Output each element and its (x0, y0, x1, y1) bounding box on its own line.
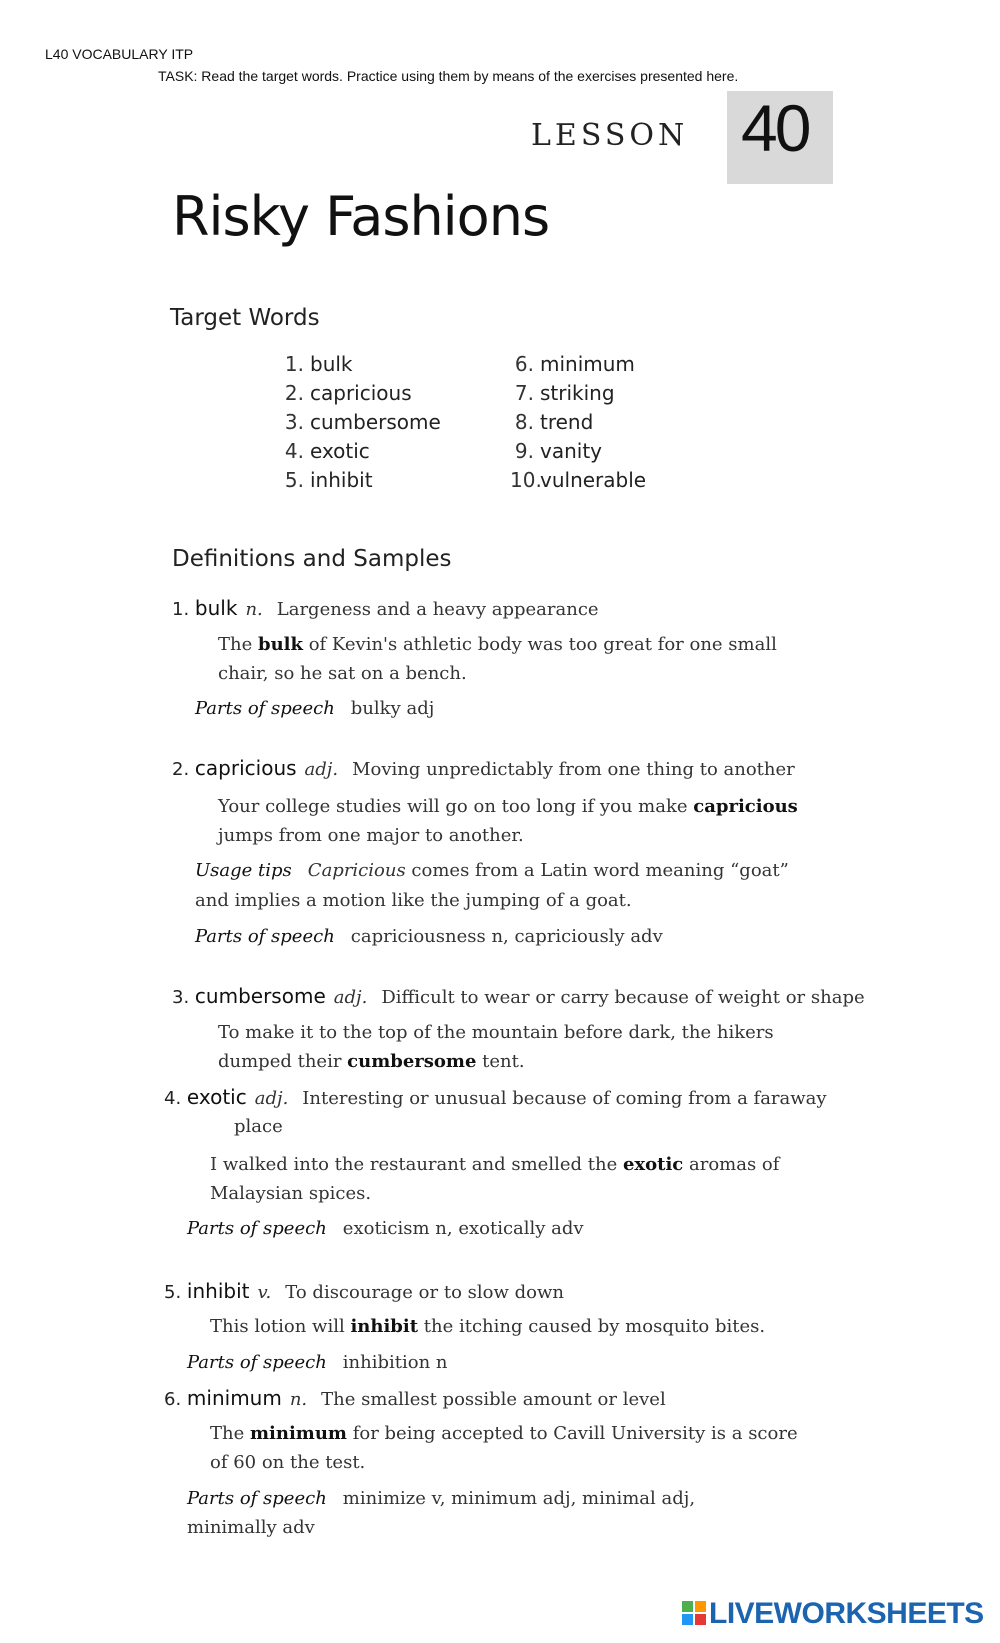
sample-sentence: The bulk of Kevin's athletic body was too great for one small chair, so he sat on a bench. (218, 634, 777, 684)
entry-definition: To discourage or to slow down (285, 1282, 564, 1303)
parts-of-speech-forms: capriciousness n, capriciously adv (350, 926, 663, 947)
definition-line (164, 1085, 827, 1109)
lesson-label: LESSON (531, 118, 689, 153)
target-word-item (510, 439, 646, 468)
parts-of-speech-forms: inhibition n (342, 1352, 448, 1373)
entry-pos: adj. (304, 759, 339, 780)
entry-pos: v. (257, 1282, 272, 1303)
target-word: vanity (540, 439, 603, 463)
target-word-item (510, 468, 646, 497)
entry-number: 6. (164, 1389, 182, 1410)
target-word-item (280, 410, 441, 439)
target-word-item (280, 381, 441, 410)
entry-definition: Largeness and a heavy appearance (276, 599, 599, 620)
parts-of-speech-label: Parts of speech (187, 1352, 327, 1373)
target-word: cumbersome (310, 410, 441, 434)
target-word: vulnerable (540, 468, 647, 492)
entry-word: inhibit (186, 1279, 250, 1303)
target-word-item (510, 352, 646, 381)
target-word: inhibit (310, 468, 373, 492)
item-number: 7. (514, 381, 534, 405)
parts-of-speech-forms: minimize v, minimum adj, minimal adj, (342, 1488, 696, 1509)
parts-of-speech-label: Parts of speech (187, 1488, 327, 1509)
entry-word: exotic (186, 1085, 247, 1109)
usage-tips-label: Usage tips (195, 860, 292, 881)
parts-of-speech (195, 922, 663, 952)
definitions-heading: Definitions and Samples (172, 546, 452, 572)
entry-pos: n. (245, 599, 263, 620)
target-words-col-2 (510, 352, 646, 497)
sample-sentence: The minimum for being accepted to Cavill University is a score of 60 on the test. (210, 1423, 798, 1473)
target-word-item (280, 439, 441, 468)
liveworksheets-icon (682, 1599, 706, 1633)
target-word: minimum (540, 352, 635, 376)
task-instruction: TASK: Read the target words. Practice using them by means of the exercises presented here. (158, 68, 739, 84)
entry-pos: adj. (333, 987, 368, 1008)
target-word: striking (540, 381, 615, 405)
item-number: 4. (284, 439, 304, 463)
page-title: Risky Fashions (172, 185, 550, 248)
entry-definition: The smallest possible amount or level (321, 1389, 666, 1410)
entry-definition: Interesting or unusual because of coming from a faraway (302, 1088, 827, 1109)
target-words-col-1 (280, 352, 441, 497)
entry-number: 5. (164, 1282, 182, 1303)
definition-line (164, 1279, 564, 1303)
target-word: trend (540, 410, 594, 434)
entry-word: cumbersome (194, 984, 326, 1008)
item-number: 5. (284, 468, 304, 492)
parts-of-speech (195, 694, 434, 724)
parts-of-speech-label: Parts of speech (195, 926, 335, 947)
entry-definition: Moving unpredictably from one thing to another (352, 759, 795, 780)
usage-tips: Usage tips Capricious comes from a Latin word meaning “goat” and implies a motion like the jumping of a goat. (195, 860, 789, 911)
liveworksheets-logo (682, 1597, 984, 1633)
item-number: 9. (514, 439, 534, 463)
logo-text: LIVEWORKSHEETS (709, 1597, 984, 1630)
parts-of-speech-forms: exoticism n, exotically adv (342, 1218, 584, 1239)
target-word-item (280, 352, 441, 381)
entry-pos: n. (289, 1389, 308, 1410)
target-word-item (510, 381, 646, 410)
sample-sentence: I walked into the restaurant and smelled the exotic aromas of Malaysian spices. (210, 1154, 780, 1204)
entry-number: 4. (164, 1088, 182, 1109)
parts-of-speech-label: Parts of speech (187, 1218, 327, 1239)
parts-of-speech (187, 1214, 584, 1244)
parts-of-speech (187, 1484, 695, 1514)
entry-pos: adj. (254, 1088, 289, 1109)
target-word: exotic (310, 439, 370, 463)
lesson-number: 40 (741, 91, 809, 165)
target-words-heading: Target Words (170, 305, 320, 331)
parts-of-speech-forms: bulky adj (350, 698, 435, 719)
parts-of-speech-label: Parts of speech (195, 698, 335, 719)
entry-definition: Difficult to wear or carry because of weight or shape (381, 987, 865, 1008)
definition-line (172, 596, 599, 620)
entry-word: bulk (194, 596, 238, 620)
parts-of-speech-continued: minimally adv (187, 1517, 315, 1538)
target-word: bulk (310, 352, 353, 376)
item-number: 3. (284, 410, 304, 434)
item-number: 8. (514, 410, 534, 434)
definition-line (172, 756, 795, 780)
target-word-item (280, 468, 441, 497)
definition-continued: place (234, 1116, 283, 1137)
entry-word: capricious (194, 756, 297, 780)
item-number: 10. (510, 468, 542, 492)
item-number: 2. (284, 381, 304, 405)
worksheet-label: L40 VOCABULARY ITP (45, 46, 194, 62)
item-number: 1. (284, 352, 304, 376)
target-word-item (510, 410, 646, 439)
sample-sentence: This lotion will inhibit the itching caused by mosquito bites. (210, 1316, 766, 1337)
entry-word: minimum (186, 1386, 282, 1410)
definition-line (172, 984, 865, 1008)
entry-number: 2. (172, 759, 190, 780)
parts-of-speech (187, 1348, 448, 1378)
sample-sentence: Your college studies will go on too long if you make capricious jumps from one major to another. (218, 796, 798, 846)
lesson-number-box (727, 91, 833, 184)
entry-number: 3. (172, 987, 190, 1008)
item-number: 6. (514, 352, 534, 376)
definition-line (164, 1386, 666, 1410)
target-word: capricious (310, 381, 412, 405)
entry-number: 1. (172, 599, 190, 620)
sample-sentence: To make it to the top of the mountain before dark, the hikers dumped their cumbersome tent. (218, 1022, 774, 1072)
